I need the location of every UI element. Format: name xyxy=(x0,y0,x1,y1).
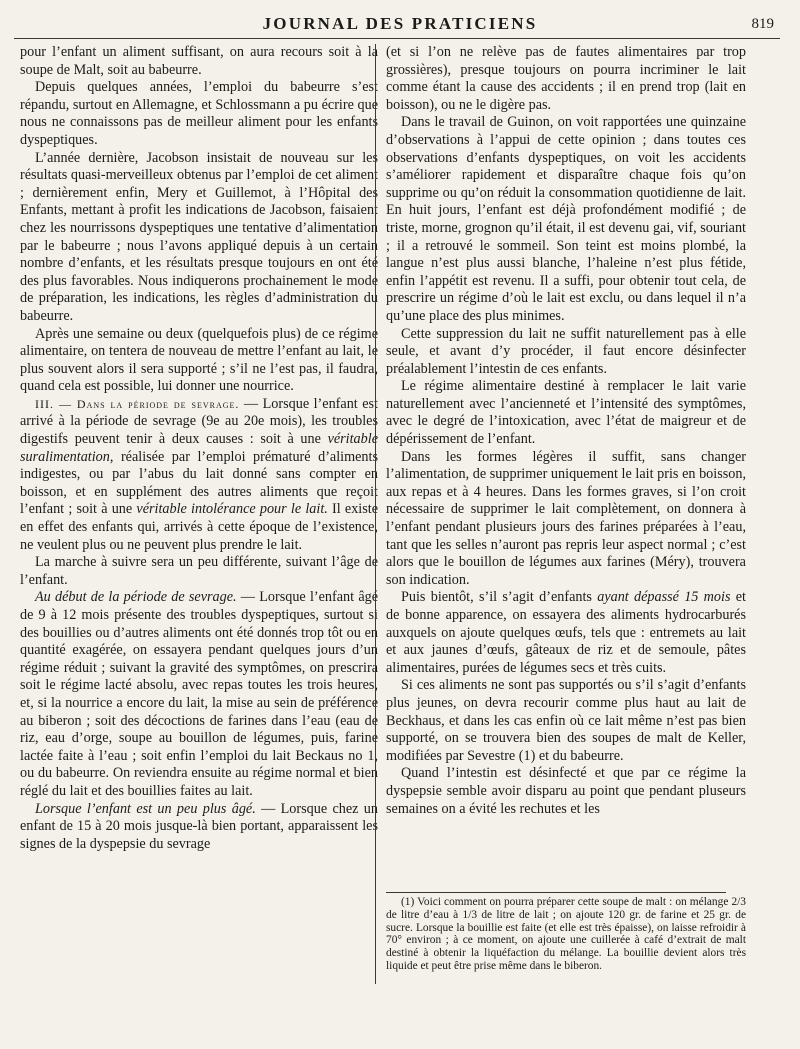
footnote-rule xyxy=(386,892,726,893)
text-run: Il existe en effet des enfants qui, arrivés à cette époque de l’existence, ne veulent plus ou ne peuvent plus prendre le lait. xyxy=(20,501,378,553)
paragraph: Dans les formes légères il suffit, sans changer l’alimentation, de supprimer uniquement le lait pris en boisson, aux repas et à 4 heures. Dans les formes graves, si l’on croit nécessaire de supprimer le lait complètement, on donnera à l’enfant pendant plusieurs jours des farines préparées à l’eau, tant que les selles n’auront pas repris leur aspect normal ; c’est alors que le bouillon de légumes aux farines (Méry), trouvera son indication. xyxy=(386,448,746,588)
paragraph: Quand l’intestin est désinfecté et que par ce régime la dyspepsie semble avoir disparu au point que pendant pluseurs semaines on a évité les rechutes et les xyxy=(386,765,746,817)
text-run: Puis bientôt, s’il s’agit d’enfants xyxy=(401,589,598,606)
column-divider xyxy=(375,44,376,984)
text-run: — Lorsque l’enfant âgé de 9 à 12 mois présente des troubles dyspeptiques, surtout si des bouillies ou d’autres aliments ont été donnés trop tôt ou en quantité exagérée, on essayera pendant quelques jours d’un régime réduit ; suivant la gravité des symptômes, on prescrira soit le régime lacté absolu, avec repas toutes les trois heures, et, si la nourrice a encore du lait, la mise au sein de préférence au biberon ; soit des décoctions de farines dans l’eau (eau de riz, eau d’orge, soupe au bouillon de légumes, puis, farine lactée faite à l’eau ; soit enfin l’emploi du lait Beckaus no 1, ou du babeurre. On reviendra ensuite au régime normal et bien réglé du lait et des bouillies faites au lait. xyxy=(20,589,379,799)
paragraph xyxy=(20,589,378,800)
section-heading: III. — Dans la période de sevrage. xyxy=(35,396,240,411)
subsection-heading: Lorsque l’enfant est un peu plus âgé. xyxy=(35,800,256,817)
paragraph: L’année dernière, Jacobson insistait de nouveau sur les résultats quasi-merveilleux obtenus par l’emploi de cet aliment ; dernièrement enfin, Mery et Guillemot, à l’Hôpital des Enfants, mettant à profit les indications de Jacobson, faisaient chez les nourrissons dyspeptiques une tentative d’alimentation par le babeurre ; nous l’avons appliqué depuis à un certain nombre d’enfants, et les résultats presque toujours en ont été des plus favorables. Nous indiquerons prochainement le mode de préparation, les indications, les règles d’administration du babeurre. xyxy=(20,149,378,324)
text-run: — Lorsque chez un enfant de 15 à 20 mois jusque-là bien portant, apparaissent les signes de la dyspepsie du sevrage xyxy=(20,800,378,852)
paragraph: Cette suppression du lait ne suffit naturellement pas à elle seule, et avant d’y procéder, il faut encore désinfecter préalablement l’intestin de ces enfants. xyxy=(386,325,746,377)
page-number: 819 xyxy=(751,16,774,32)
page-header xyxy=(20,8,780,40)
emphasis: ayant dépassé 15 mois xyxy=(597,589,731,606)
paragraph xyxy=(20,801,378,854)
paragraph xyxy=(20,396,378,554)
emphasis: véritable suralimentation xyxy=(20,431,378,465)
right-column xyxy=(386,44,746,818)
paragraph: Après une semaine ou deux (quelquefois plus) de ce régime alimentaire, on tentera de nouveau de mettre l’enfant au lait, le plus souvent alors il sera supporté ; s’il ne l’est pas, il faudra, quand cela est possible, lui donner une nourrice. xyxy=(20,325,378,395)
subsection-heading: Au début de la période de sevrage. xyxy=(35,589,237,606)
paragraph: Le régime alimentaire destiné à remplacer le lait varie naturellement avec l’ancienneté et l’intensité des symptômes, avec le degré de l’intoxication, avec l’état de maigreur et de dépérissement de l’enfant. xyxy=(386,378,746,448)
paragraph xyxy=(386,589,746,677)
text-run: , réalisée par l’emploi prématuré d’aliments indigestes, ou par l’abus du lait donné sans compter en boisson, et en supplément des autres aliments que reçoit l’enfant ; soit à une xyxy=(20,448,378,518)
paragraph: Si ces aliments ne sont pas supportés ou s’il s’agit d’enfants plus jeunes, on devra recourir comme plus haut au lait de Beckhaus, et dans les cas enfin où ce lait même n’est pas bien supporté, on se trouvera bien des soupes de malt de Keller, modifiées par Sevestre (1) et du babeurre. xyxy=(386,677,746,764)
emphasis: véritable intolérance pour le lait. xyxy=(136,501,328,518)
text-run: — Lorsque l’enfant est arrivé à la période de sevrage (9e au 20e mois), les troubles digestifs peuvent tenir à deux causes : soit à une xyxy=(20,395,378,448)
paragraph: Depuis quelques années, l’emploi du babeurre s’est répandu, surtout en Allemagne, et Schlossmann a pu écrire que nous ne connaissons pas de meilleur aliment pour les enfants dyspeptiques. xyxy=(20,79,378,148)
journal-title: JOURNAL DES PRATICIENS xyxy=(262,14,538,33)
left-column xyxy=(20,44,378,853)
paragraph: Dans le travail de Guinon, on voit rapportées une quinzaine d’observations à l’appui de cette opinion ; dans toutes ces observations d’enfants dyspeptiques, on voit les accidents s’améliorer rapidement et disparaître chaque fois qu’on supprime ou qu’on réduit la consommation quotidienne de lait. En huit jours, l’enfant est déjà profondément modifié ; de triste, morne, grognon qu’il était, il est devenu gai, vif, souriant ; il a retrouvé le sommeil. Son teint est moins plombé, la langue n’est plus aussi blanche, l’haleine n’est plus fétide, enfin l’appétit est revenu. Il a suffi, pour obtenir tout cela, de prescrire un régime d’où le lait est exclu, ou dans lequel il n’a qu’une place des plus minimes. xyxy=(386,114,746,324)
text-run: et de bonne apparence, on essayera des aliments hydrocarburés auxquels on ajoute quelques œufs, tels que : entremets au lait et aux jaunes d’œufs, gâteaux de riz et de semoule, pâtes alimentaires, purées de légumes secs et très cuits. xyxy=(386,589,746,676)
header-rule xyxy=(14,38,780,39)
footnote-text: (1) Voici comment on pourra préparer cette soupe de malt : on mélange 2/3 de litre d’eau à 1/3 de litre de lait ; on ajoute 120 gr. de farine et 25 gr. de sucre. Lorsque la bouillie est faite (et elle est très épaisse), on laisse refroidir à 70° environ ; à ce moment, on ajoute une cuillerée à café d’extrait de malt destiné à obtenir la liquéfaction du mélange. La bouillie devient alors très liquide et peut être prise même dans le biberon. xyxy=(386,896,746,972)
footnote xyxy=(386,896,746,973)
paragraph: (et si l’on ne relève pas de fautes alimentaires par trop grossières), presque toujours on pourra incriminer le lait comme étant la cause des accidents ; il en prend trop (lait en boisson), ou ne le digère pas. xyxy=(386,44,746,113)
paragraph: pour l’enfant un aliment suffisant, on aura recours soit à la soupe de Malt, soit au babeurre. xyxy=(20,44,378,78)
paragraph: La marche à suivre sera un peu différente, suivant l’âge de l’enfant. xyxy=(20,554,378,588)
